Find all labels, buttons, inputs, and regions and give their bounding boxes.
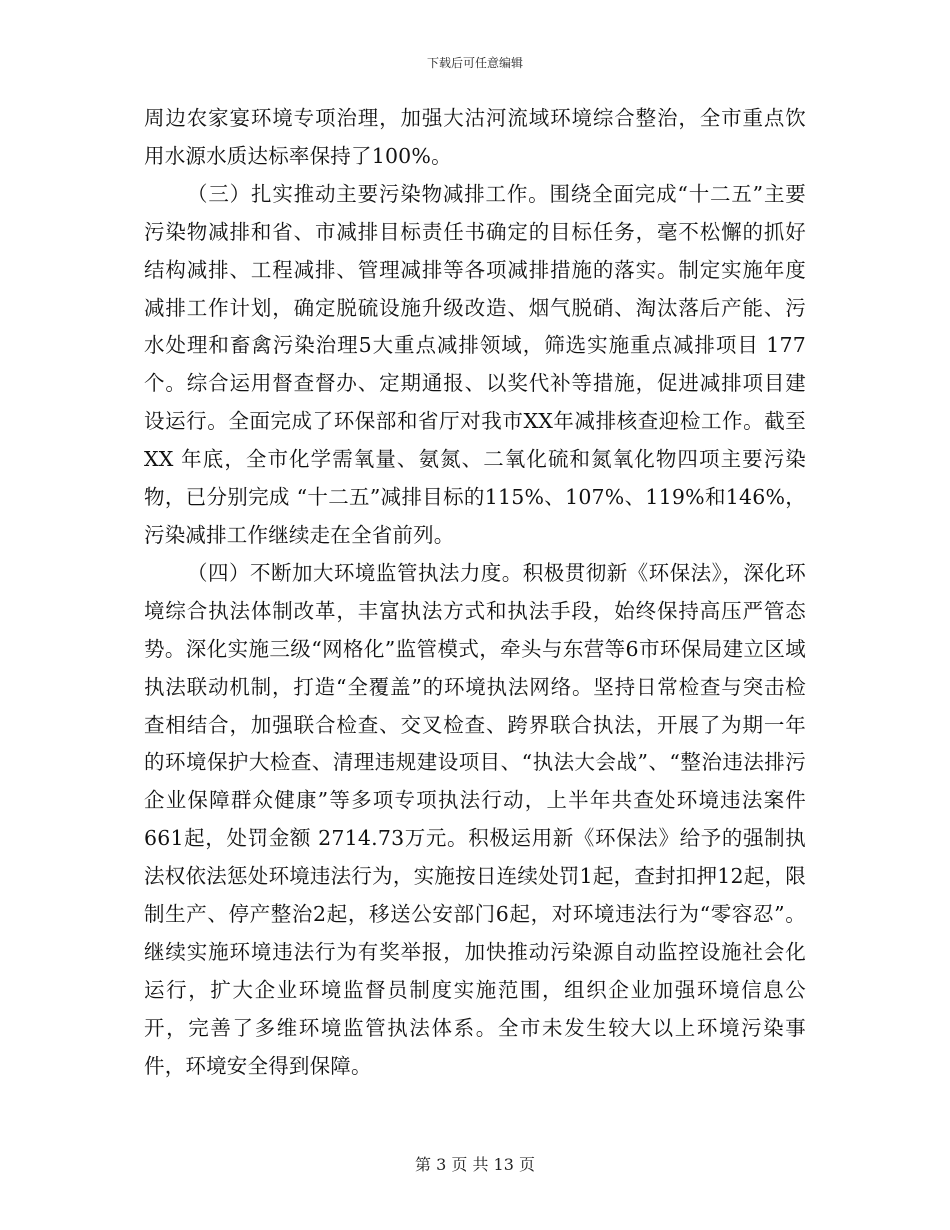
page-number: 第 3 页 共 13 页 [415,1155,535,1174]
page-header: 下载后可任意编辑 [426,56,523,70]
paragraph-section-3: （三）扎实推动主要污染物减排工作。围绕全面完成“十二五”主要污染物减排和省、市减排目标责任书确定的目标任务，毫不松懈的抓好结构减排、工程减排、管理减排等各项减排措施的落实。制定实施年度减排工作计划，确定脱硫设施升级改造、烟气脱硝、淘汰落后产能、污水处理和畜禽污染治理5大重点减排领域，筛选实施重点减排项目 177个。综合运用督查督办、定期通报、以奖代补等措施，促进减排项目建设运行。全面完成了环保部和省厅对我市XX年减排核查迎检工作。截至XX 年底，全市化学需氧量、氨氮、二氧化硫和氮氧化物四项主要污染物，已分别完成 “十二五”减排目标的115%、107%、119%和146%，污染减排工作继续走在全省前列。 [144,181,806,547]
document-body [144,100,806,1086]
paragraph-continuation: 周边农家宴环境专项治理，加强大沽河流域环境综合整治，全市重点饮用水源水质达标率保持了100%。 [144,106,806,168]
paragraph-section-4: （四）不断加大环境监管执法力度。积极贯彻新《环保法》，深化环境综合执法体制改革，丰富执法方式和执法手段，始终保持高压严管态势。深化实施三级“网格化”监管模式，牵头与东营等6市环保局建立区域执法联动机制，打造“全覆盖”的环境执法网络。坚持日常检查与突击检查相结合，加强联合检查、交叉检查、跨界联合执法，开展了为期一年的环境保护大检查、清理违规建设项目、“执法大会战”、“整治违法排污企业保障群众健康”等多项专项执法行动，上半年共查处环境违法案件661起，处罚金额 2714.73万元。积极运用新《环保法》给予的强制执法权依法惩处环境违法行为，实施按日连续处罚1起，查封扣押12起，限制生产、停产整治2起，移送公安部门6起，对环境违法行为“零容忍”。继续实施环境违法行为有奖举报，加快推动污染源自动监控设施社会化运行，扩大企业环境监督员制度实施范围，组织企业加强环境信息公开，完善了多维环境监管执法体系。全市未发生较大以上环境污染事件，环境安全得到保障。 [144,560,806,1078]
